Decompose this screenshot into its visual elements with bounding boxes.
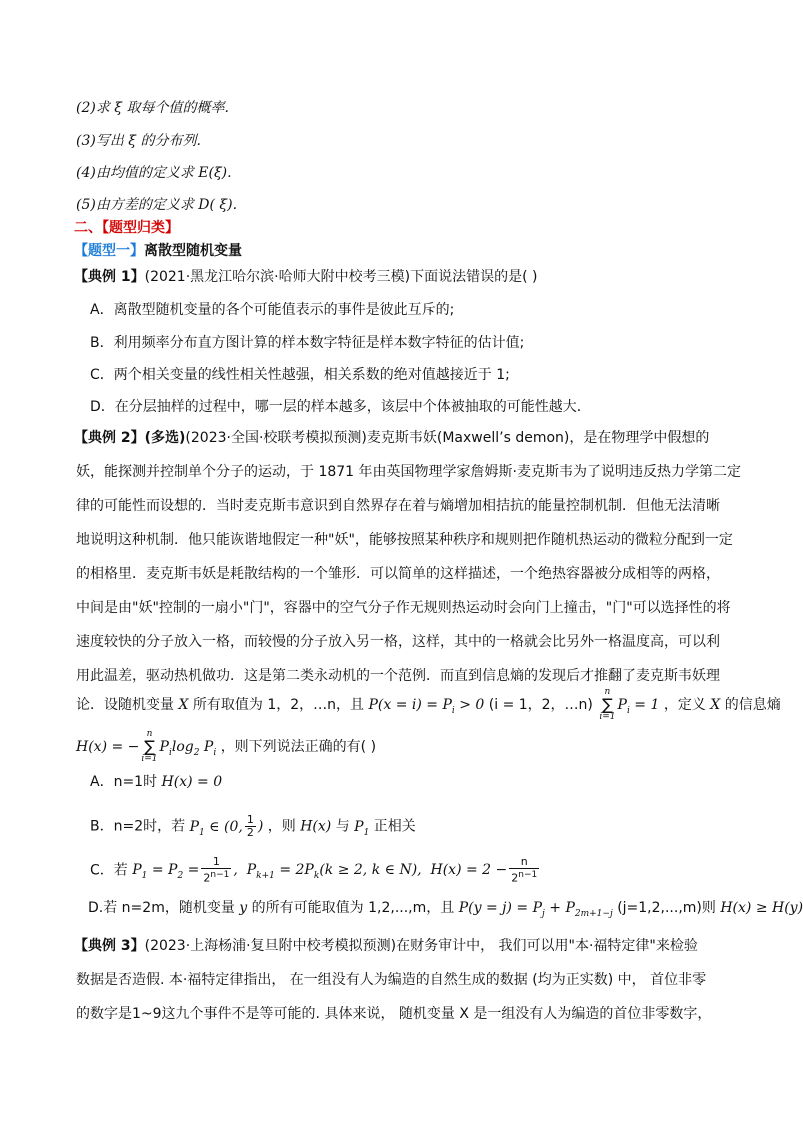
option-text: 的所有可能取值为 1,2,...,m，且: [251, 900, 455, 916]
example-2-multi: (多选): [144, 430, 186, 446]
var-x: X: [710, 697, 721, 713]
option-text: B．n=2时，若: [90, 818, 186, 835]
text-fragment: ，定义: [663, 697, 706, 713]
example-2-text-1: 麦克斯韦妖(Maxwell’s demon)，是在物理学中假想的: [366, 430, 710, 446]
example-2-line-8: 用此温差，驱动热机做功．这是第二类永动机的一个范例．而直到信息熵的发现后才推翻了麦克斯韦妖理: [76, 668, 720, 684]
text-fragment: ，则下列说法正确的有( ): [220, 739, 377, 755]
step-5: (5)由方差的定义求 D( ξ).: [76, 197, 238, 213]
type-tag: 【题型一】: [74, 243, 144, 259]
example-3-line-3: 的数字是1~9这九个事件不是等可能的. 具体来说， 随机变量 X 是一组没有人为编造的首位非零数字，: [76, 1006, 712, 1022]
type-heading: [74, 241, 242, 261]
formula-sum: $P_i = 1$: [617, 697, 660, 716]
section-prefix: 二、: [74, 220, 102, 236]
type-title: 离散型随机变量: [144, 243, 242, 259]
example-2-option-b: B．n=2时，若 $P_1$ ∈ (0, $\frac{1}{2}$ ) ，则 H(x) 与 $P_1$ 正相关: [90, 813, 416, 839]
var-y: y: [239, 900, 248, 916]
example-2-line-2: 妖，能探测并控制单个分子的运动，于 1871 年由英国物理学家詹姆斯·麦克斯韦为了说明违反热力学第二定: [76, 464, 741, 480]
example-2-option-d: [88, 898, 803, 924]
example-1-tag: 【典例 1】: [74, 269, 145, 285]
example-3-source: (2023·上海杨浦·复旦附中校考模拟预测): [144, 938, 397, 954]
formula: H(x): [300, 818, 332, 835]
example-2-line-7: 速度较快的分子放入一格，而较慢的分子放入另一格，这样，其中的一格就会比另外一格温度高，可以利: [76, 634, 720, 650]
text-fragment: 的信息熵: [724, 697, 781, 713]
text-fragment: 论．设随机变量: [76, 697, 174, 713]
formula: $P(y = j) = P_j + P_{2m+1-j}$: [458, 900, 613, 919]
example-2-line-3: 律的可能性而设想的．当时麦克斯韦意识到自然界存在着与熵增加相拮抗的能量控制机制．但他无法清晰: [76, 498, 720, 514]
option-text: C．若: [90, 862, 128, 879]
example-1-question: 下面说法错误的是( ): [410, 269, 538, 285]
example-2-line-6: 中间是由"妖"控制的一扇小"门"，容器中的空气分子作无规则热运动时会向门上撞击，"门"可以选择性的将: [76, 600, 731, 616]
example-3-line-1: [74, 936, 698, 956]
option-text: 与: [335, 818, 350, 835]
section-heading: [74, 218, 179, 238]
example-1-option-d: D．在分层抽样的过程中，哪一层的样本越多，该层中个体被抽取的可能性越大．: [90, 399, 591, 415]
formula: H(x) = 0: [161, 774, 223, 790]
example-2-line-9: [76, 688, 781, 722]
option-text: D.若 n=2m，随机变量: [88, 900, 235, 916]
formula: H(x) ≥ H(y): [720, 900, 803, 916]
example-2-line-5: 的相格里．麦克斯韦妖是耗散结构的一个雏形．可以简单的这样描述，一个绝热容器被分成相等的两格，: [76, 566, 720, 582]
example-3-line-2: 数据是否造假. 本·福特定律指出， 在一组没有人为编造的自然生成的数据 (均为正实数) 中， 首位非零: [76, 972, 707, 988]
example-2-line-10: [76, 730, 376, 764]
example-1-option-c: C．两个相关变量的线性相关性越强，相关系数的绝对值越接近于 1;: [90, 367, 510, 383]
fraction: $\frac{1}{2^{n-1}}$: [203, 855, 230, 885]
formula: $P_1 = P_2$ =: [132, 862, 200, 882]
option-text: (j=1,2,...,m)则: [617, 900, 716, 916]
option-text: A．n=1时: [90, 774, 158, 790]
example-3-text-1: 在财务审计中， 我们可以用"本·福特定律"来检验: [396, 938, 698, 954]
step-4: (4)由均值的定义求 E(ξ).: [76, 165, 232, 181]
var-x: X: [178, 697, 189, 713]
fraction: $\frac{1}{2}$: [246, 813, 254, 839]
text-fragment: 所有取值为 1，2，…n，且: [192, 697, 365, 713]
step-2: (2)求 ξ 取每个值的概率.: [76, 100, 229, 116]
option-text: ，则: [267, 818, 296, 835]
formula: $P_1$: [354, 818, 370, 838]
fraction: $\frac{n}{2^{n-1}}$: [511, 855, 538, 885]
text-fragment: (i = 1，2，…n): [488, 697, 593, 713]
example-1-option-a: A．离散型随机变量的各个可能值表示的事件是彼此互斥的;: [90, 302, 455, 318]
example-1-stem: [74, 267, 537, 287]
example-3-tag: 【典例 3】: [74, 938, 145, 954]
sum-symbol: n ∑ i=1: [141, 729, 158, 764]
example-2-option-c: C．若 $P_1 = P_2$ = $\frac{1}{2^{n-1}}$ , $P_{k+1} = 2P_k(k \ge 2$, k ∈ N), H(x) = 2 − $\frac{n}{2^{n-1}}$: [90, 855, 538, 885]
formula-entropy: H(x) = −: [76, 739, 140, 755]
section-title: 【题型归类】: [102, 220, 179, 236]
formula-prob: $P(x = i) = P_i > 0$: [368, 697, 485, 716]
example-1-option-b: B．利用频率分布直方图计算的样本数字特征是样本数字特征的估计值;: [90, 335, 525, 351]
example-2-line-1: [74, 428, 709, 448]
formula: $P_1$ ∈ (0,: [189, 818, 243, 838]
example-2-option-a: [90, 772, 222, 792]
example-2-source: (2023·全国·校联考模拟预测): [185, 430, 367, 446]
option-text: 正相关: [373, 818, 416, 835]
formula-entropy-term: $P_i\log_2$ $P_i$: [159, 739, 217, 758]
example-1-source: (2021·黑龙江哈尔滨·哈师大附中校考三模): [144, 269, 411, 285]
sum-symbol: n ∑ i=1: [599, 687, 616, 722]
step-3: (3)写出 ξ 的分布列.: [76, 133, 201, 149]
example-2-tag: 【典例 2】: [74, 430, 145, 446]
example-2-line-4: 地说明这种机制．他只能诙谐地假定一种"妖"，能够按照某种秩序和规则把作随机热运动的微粒分配到一定: [76, 532, 733, 548]
